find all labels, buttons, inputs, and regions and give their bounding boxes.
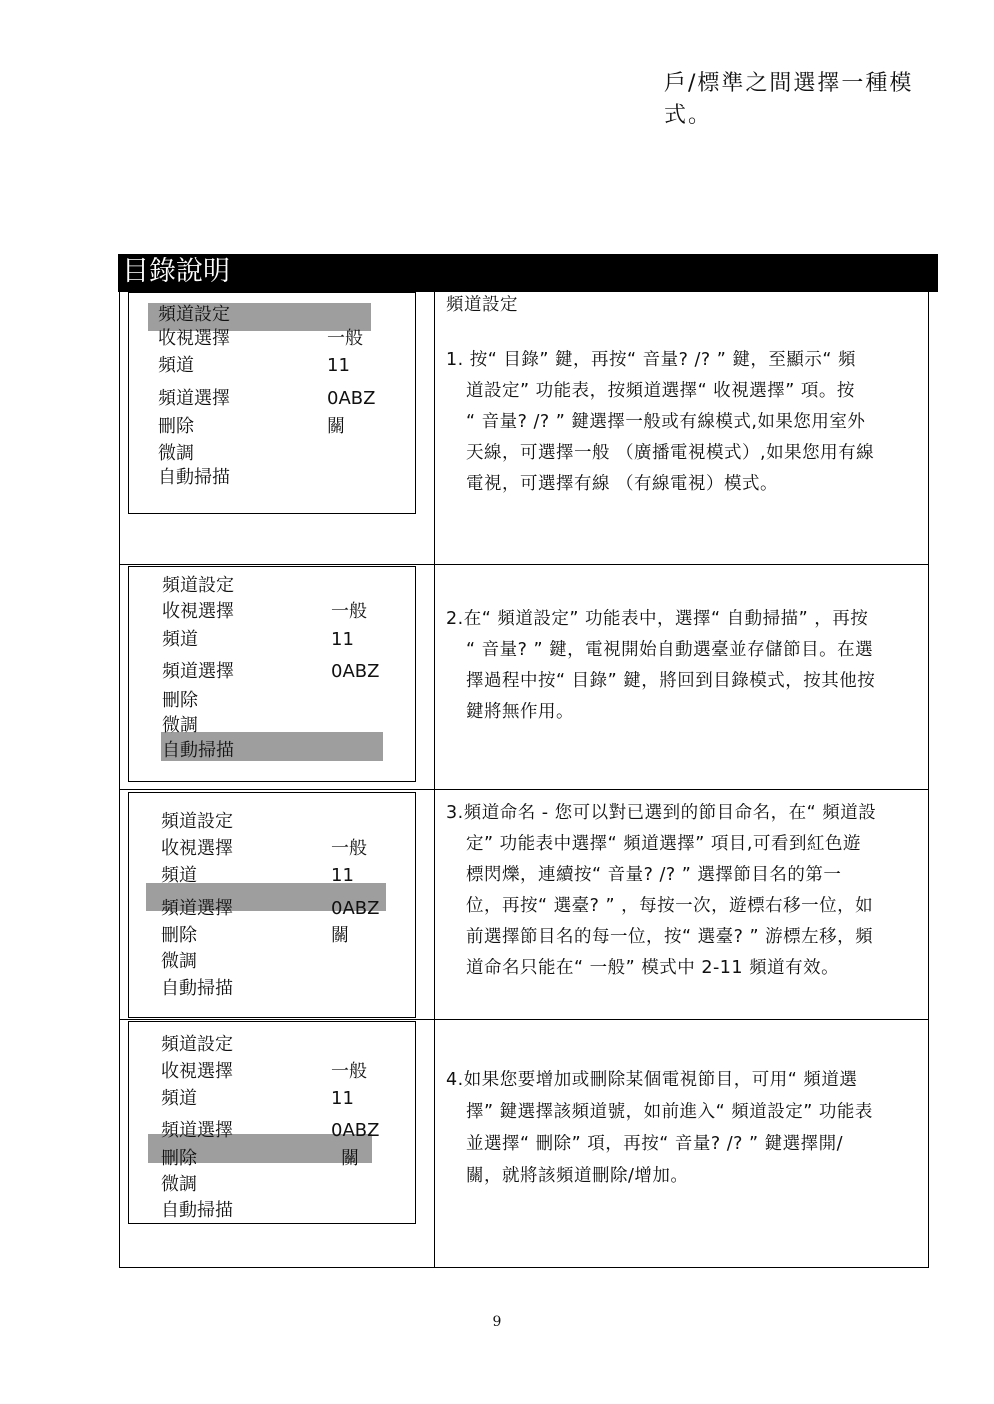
menu-item-delete: 刪除 [162, 690, 198, 711]
description-1 [446, 290, 924, 500]
description-line: 4.如果您要增加或刪除某個電視節目，可用“ 頻道選 [446, 1070, 858, 1090]
menu-value-reception: 一般 [331, 601, 367, 622]
description-line: 擇過程中按“ 目錄” 鍵，將回到目錄模式，按其他按 [466, 671, 876, 691]
menu-item-fine-tune: 微調 [162, 715, 198, 736]
menu-value-delete: 關 [341, 1148, 359, 1169]
description-line: 天線，可選擇一般 （廣播電視模式）,如果您用有線 [466, 443, 875, 463]
description-line: 並選擇“ 刪除” 項，再按“ 音量? /? ” 鍵選擇開/ [466, 1134, 844, 1154]
page-number: 9 [492, 1314, 502, 1330]
menu-item-channel: 頻道 [161, 1088, 197, 1109]
menu-item-channel-select: 頻道選擇 [161, 898, 233, 919]
continued-text [664, 68, 954, 132]
description-line: 電視，可選擇有線 （有線電視）模式。 [466, 474, 779, 494]
menu-item-channel-setup: 頻道設定 [162, 575, 234, 596]
description-line: 2.在“ 頻道設定” 功能表中，選擇“ 自動掃描” ，再按 [446, 609, 869, 629]
description-line: 3.頻道命名 - 您可以對已選到的節目命名，在“ 頻道設 [446, 803, 877, 823]
description-heading: 頻道設定 [446, 295, 518, 315]
menu-value-channel-select: 0ABZ [331, 1120, 380, 1141]
description-line: 道設定” 功能表，按頻道選擇“ 收視選擇” 項。按 [466, 381, 855, 401]
menu-item-channel-select: 頻道選擇 [158, 388, 230, 409]
menu-item-fine-tune: 微調 [161, 1174, 197, 1195]
table-row-divider [119, 564, 929, 565]
menu-item-channel: 頻道 [158, 355, 194, 376]
section-title: 目錄說明 [122, 256, 230, 287]
menu-value-channel: 11 [327, 355, 350, 376]
menu-item-reception: 收視選擇 [162, 601, 234, 622]
section-title-bar [118, 254, 938, 292]
table-column-divider [434, 292, 435, 1268]
description-line: 鍵將無作用。 [466, 702, 574, 722]
description-line: 標閃爍，連續按“ 音量? /? ” 選擇節目名的第一 [466, 865, 842, 885]
menu-value-channel: 11 [331, 1088, 354, 1109]
menu-item-reception: 收視選擇 [158, 328, 230, 349]
menu-item-auto-scan: 自動掃描 [162, 740, 234, 761]
description-line: 前選擇節目名的每一位，按“ 選臺? ” 游標左移，頻 [466, 927, 874, 947]
menu-item-auto-scan: 自動掃描 [158, 467, 230, 488]
menu-value-reception: 一般 [327, 328, 363, 349]
continued-text-line-2: 式。 [664, 103, 713, 128]
menu-value-channel-select: 0ABZ [331, 661, 380, 682]
description-line: “ 音量? ” 鍵，電視開始自動選臺並存儲節目。在選 [466, 640, 874, 660]
menu-item-channel-setup: 頻道設定 [161, 811, 233, 832]
menu-value-channel-select: 0ABZ [327, 388, 376, 409]
menu-item-reception: 收視選擇 [161, 1061, 233, 1082]
menu-value-delete: 關 [331, 925, 349, 946]
continued-text-line-1: 戶/標準之間選擇一種模 [664, 71, 914, 96]
menu-value-channel: 11 [331, 865, 354, 886]
menu-item-reception: 收視選擇 [161, 838, 233, 859]
menu-item-channel: 頻道 [162, 629, 198, 650]
description-4 [446, 1064, 924, 1192]
menu-item-channel-select: 頻道選擇 [162, 661, 234, 682]
menu-value-reception: 一般 [331, 838, 367, 859]
description-line: “ 音量? /? ” 鍵選擇一般或有線模式,如果您用室外 [466, 412, 866, 432]
menu-item-channel-select: 頻道選擇 [161, 1120, 233, 1141]
menu-item-delete: 刪除 [161, 925, 197, 946]
description-line: 擇” 鍵選擇該頻道號，如前進入“ 頻道設定” 功能表 [466, 1102, 873, 1122]
menu-item-channel-setup: 頻道設定 [158, 304, 230, 325]
menu-item-auto-scan: 自動掃描 [161, 1200, 233, 1221]
menu-item-delete: 刪除 [161, 1148, 197, 1169]
menu-item-auto-scan: 自動掃描 [161, 978, 233, 999]
table-row-divider [119, 789, 929, 790]
menu-item-delete: 刪除 [158, 416, 194, 437]
menu-item-channel: 頻道 [161, 865, 197, 886]
description-line: 關，就將該頻道刪除/增加。 [466, 1166, 689, 1186]
menu-value-reception: 一般 [331, 1061, 367, 1082]
menu-value-channel: 11 [331, 629, 354, 650]
description-line: 位，再按“ 選臺? ” ，每按一次，遊標右移一位，如 [466, 896, 874, 916]
description-3 [446, 798, 924, 984]
menu-value-delete: 關 [327, 416, 345, 437]
description-2 [446, 604, 924, 728]
menu-value-channel-select: 0ABZ [331, 898, 380, 919]
description-line: 道命名只能在“ 一般” 模式中 2-11 頻道有效。 [466, 958, 840, 978]
description-line: 1. 按“ 目錄” 鍵，再按“ 音量? /? ” 鍵，至顯示“ 頻 [446, 350, 857, 370]
menu-item-fine-tune: 微調 [158, 443, 194, 464]
menu-item-fine-tune: 微調 [161, 951, 197, 972]
description-line: 定” 功能表中選擇“ 頻道選擇” 項目,可看到紅色遊 [466, 834, 861, 854]
table-row-divider [119, 1019, 929, 1020]
menu-item-channel-setup: 頻道設定 [161, 1034, 233, 1055]
